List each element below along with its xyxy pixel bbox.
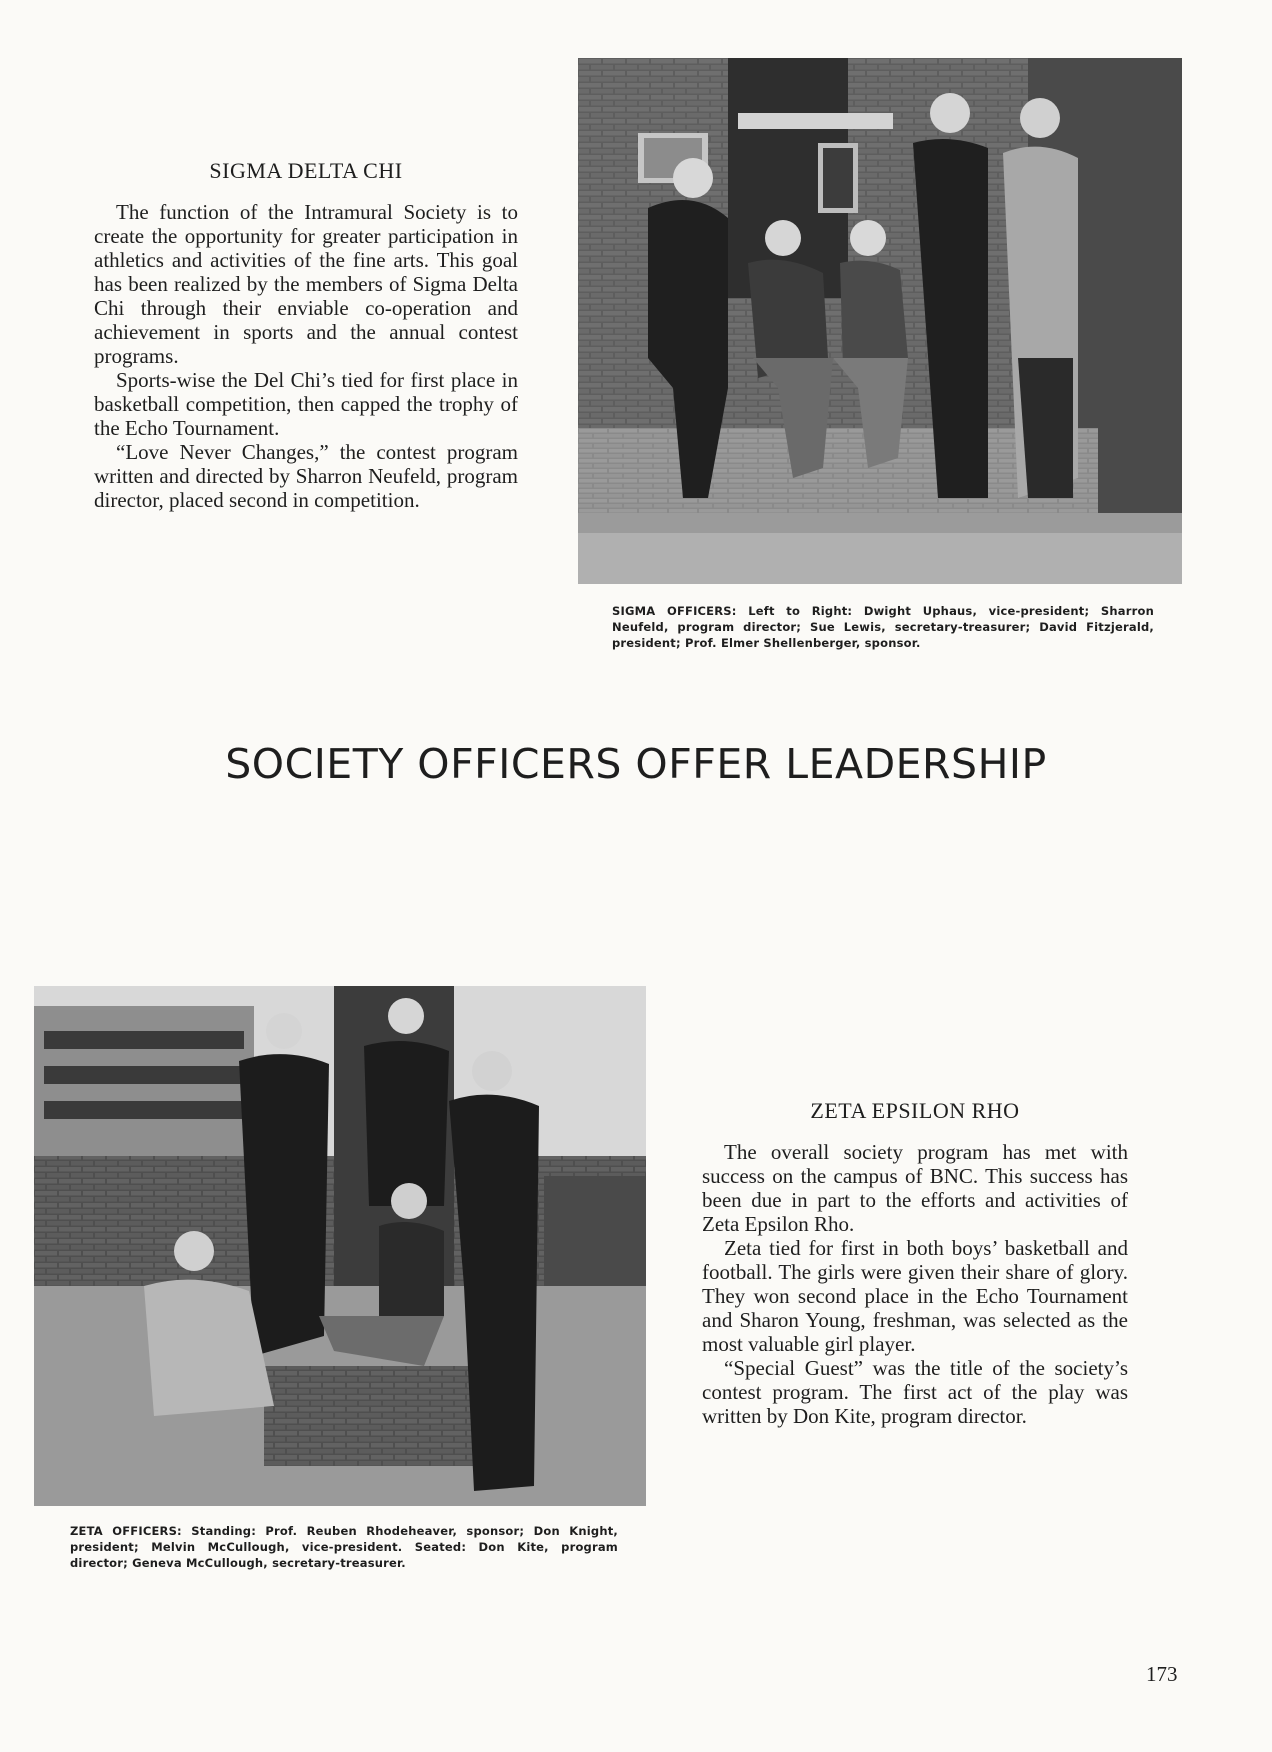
sigma-photo-image (578, 58, 1182, 584)
sigma-officers-photo (578, 58, 1182, 584)
zeta-article (702, 1098, 1128, 1428)
page-headline: SOCIETY OFFICERS OFFER LEADERSHIP (225, 740, 1047, 788)
zeta-officers-photo (34, 986, 646, 1506)
sigma-paragraph-3: “Love Never Changes,” the contest program written and directed by Sharron Neufeld, program director, placed second in competition. (94, 440, 518, 512)
page-number: 173 (1146, 1662, 1178, 1686)
zeta-heading: ZETA EPSILON RHO (810, 1098, 1020, 1123)
sigma-paragraph-1: The function of the Intramural Society is to create the opportunity for greater participation in athletics and activities of the fine arts. This goal has been realized by the members of Sigma Delta Chi through their enviable co-operation and achievement in sports and the annual contest programs. (94, 200, 518, 368)
sigma-heading: SIGMA DELTA CHI (209, 158, 403, 183)
sigma-article (94, 158, 518, 512)
zeta-paragraph-3: “Special Guest” was the title of the society’s contest program. The first act of the play was written by Don Kite, program director. (702, 1356, 1128, 1428)
zeta-photo-image (34, 986, 646, 1506)
zeta-caption: ZETA OFFICERS: Standing: Prof. Reuben Rhodeheaver, sponsor; Don Knight, president; Melvin McCullough, vice-president. Seated: Don Kite, program director; Geneva McCullough, secretary-treasurer. (70, 1524, 618, 1570)
zeta-paragraph-2: Zeta tied for first in both boys’ basketball and football. The girls were given their share of glory. They won second place in the Echo Tournament and Sharon Young, freshman, was selected as the most valuable girl player. (702, 1236, 1128, 1356)
sigma-paragraph-2: Sports-wise the Del Chi’s tied for first place in basketball competition, then capped the trophy of the Echo Tournament. (94, 368, 518, 440)
sigma-caption: SIGMA OFFICERS: Left to Right: Dwight Uphaus, vice-president; Sharron Neufeld, program director; Sue Lewis, secretary-treasurer; David Fitzjerald, president; Prof. Elmer Shellenberger, sponsor. (612, 604, 1154, 650)
zeta-paragraph-1: The overall society program has met with success on the campus of BNC. This success has been due in part to the efforts and activities of Zeta Epsilon Rho. (702, 1140, 1128, 1236)
